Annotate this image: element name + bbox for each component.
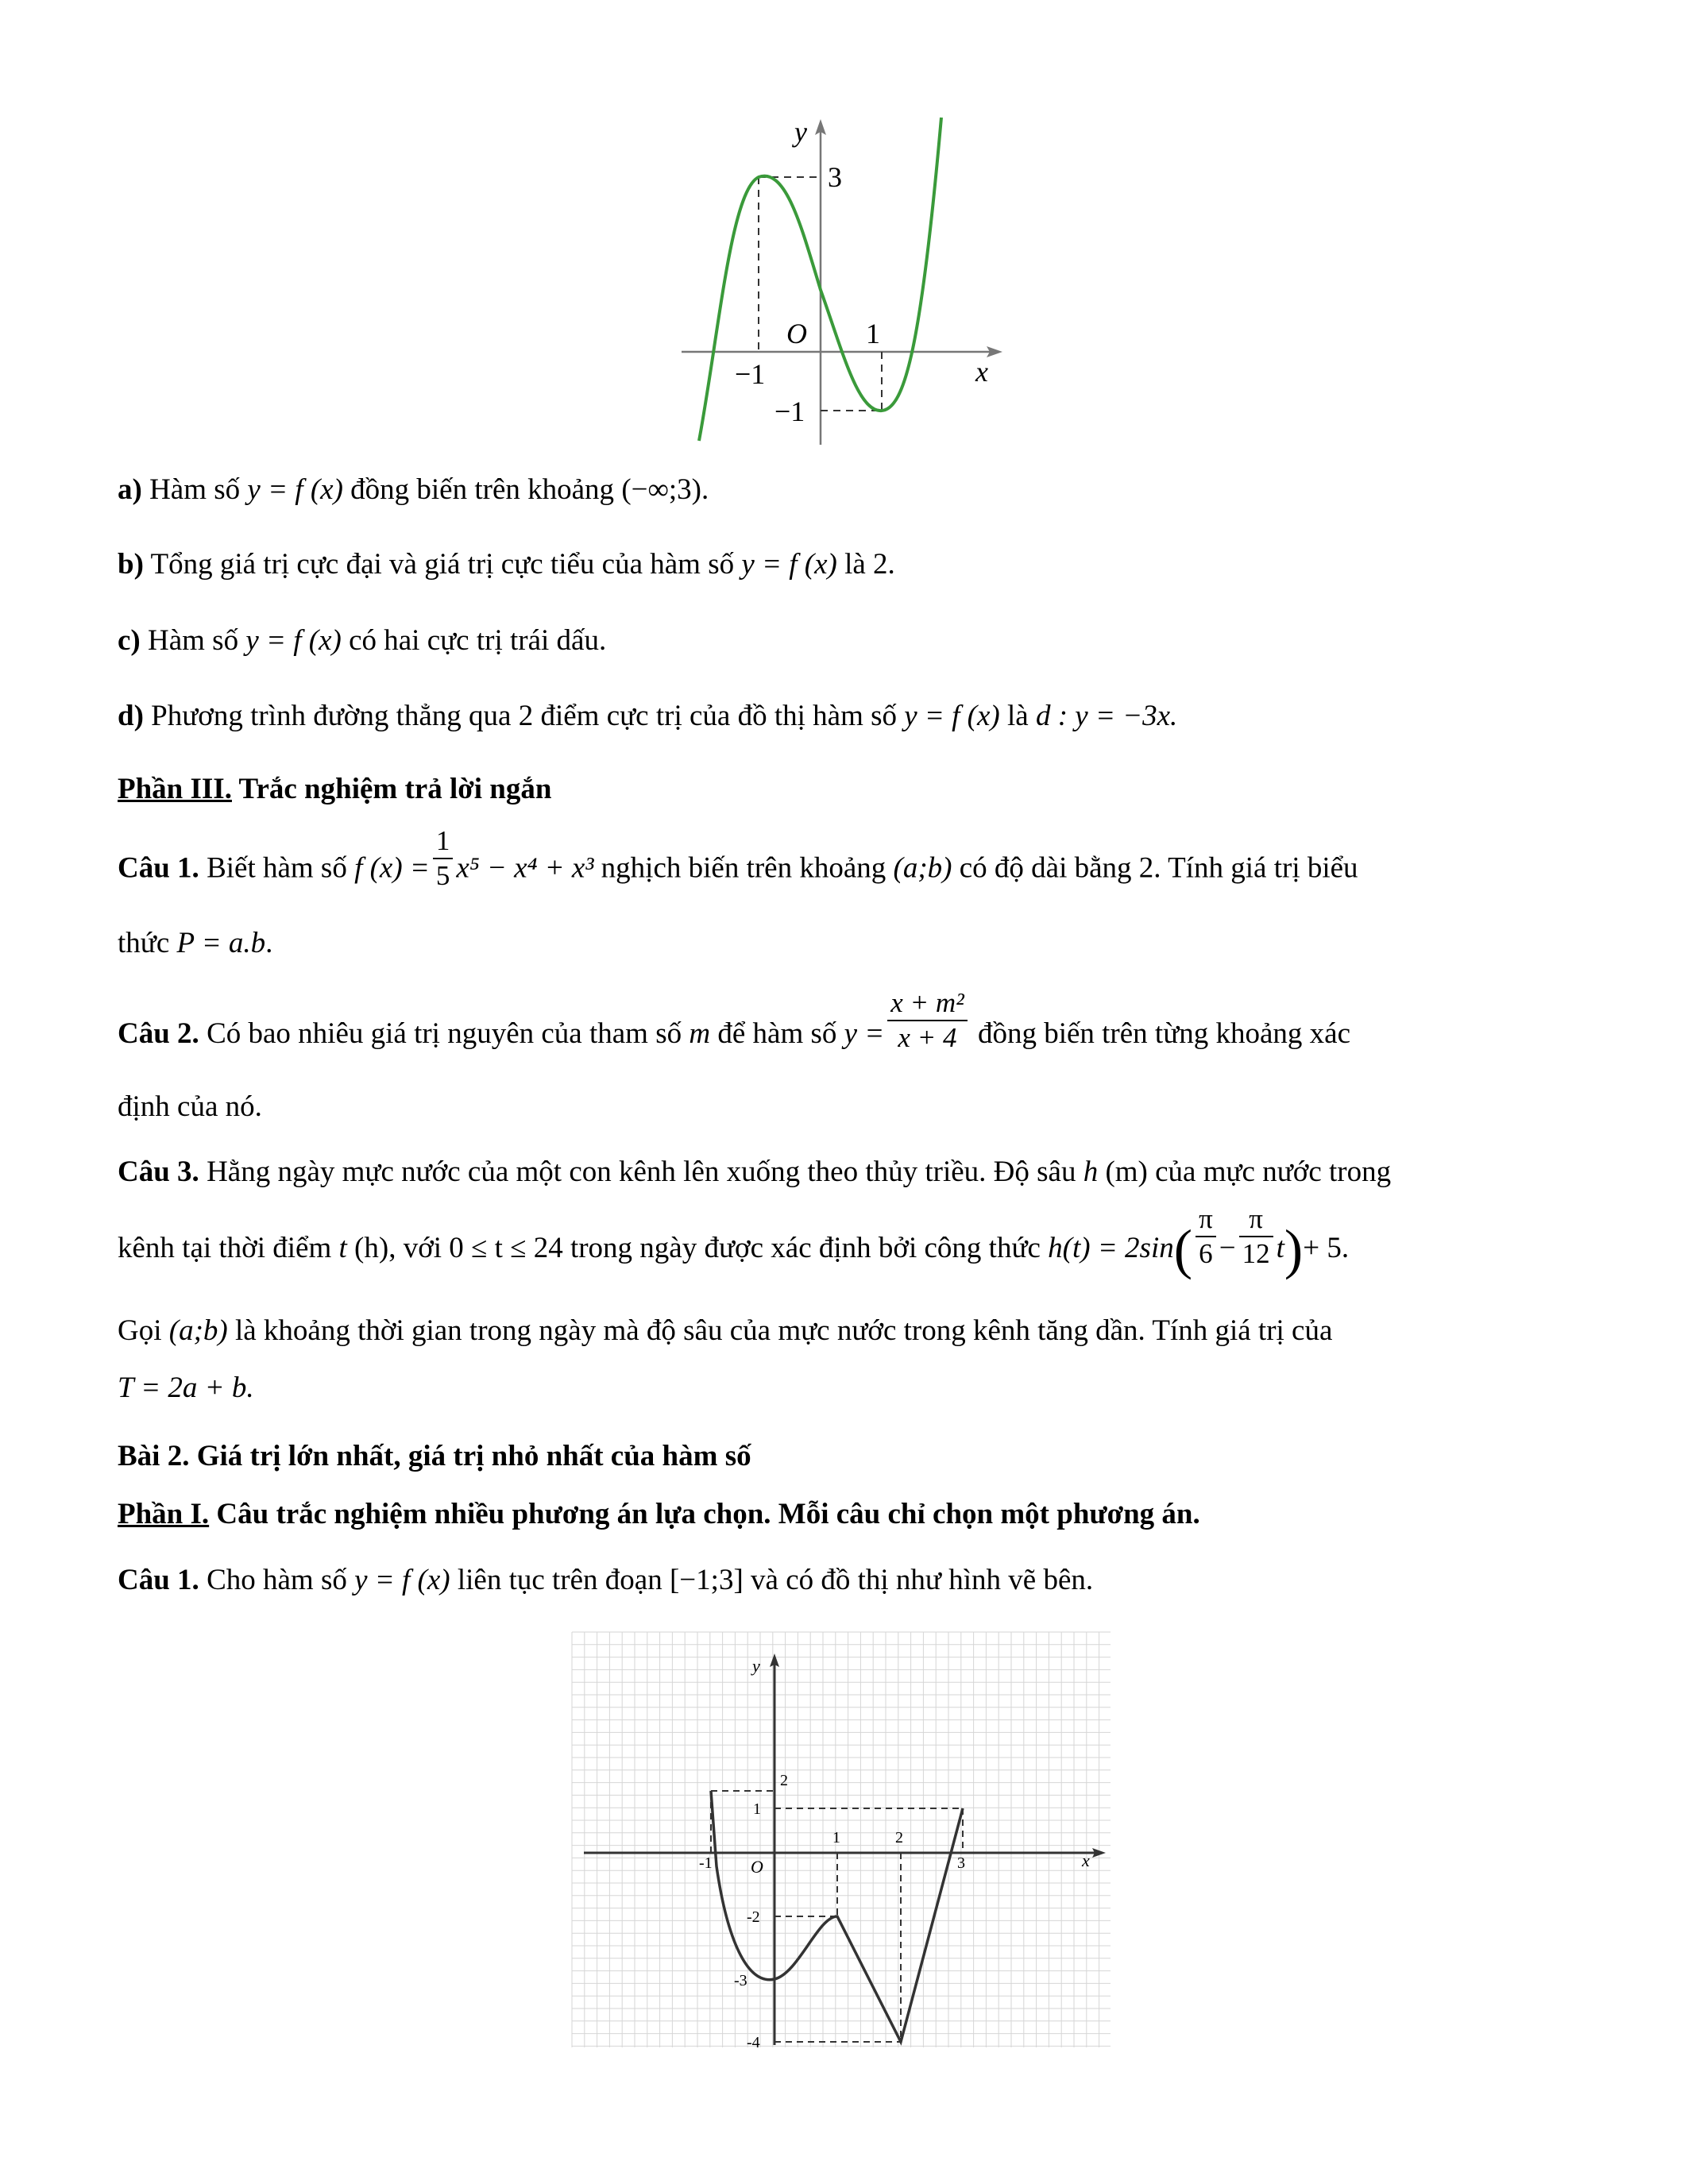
grid-lines (572, 1632, 1111, 2047)
tick-xm1: −1 (735, 358, 766, 390)
p3-q2-text1: Có bao nhiêu giá trị nguyên của tham số (199, 1017, 689, 1050)
item-a-text: Hàm số (141, 473, 248, 506)
p3-q1-line2-math: P = a.b (176, 927, 266, 959)
p3-q1-text2: nghịch biến trên khoảng (593, 851, 894, 885)
p3-q3-formula3: + 5. (1303, 1232, 1350, 1264)
p3-q3-h: h (1083, 1156, 1099, 1188)
p3-q2-m: m (689, 1017, 711, 1050)
p3-q2-label: Câu 2. (118, 1017, 199, 1050)
item-b-text: Tổng giá trị cực đại và giá trị cực tiểu của hàm số (143, 548, 742, 581)
p3-q3-line4 (118, 1369, 1569, 1407)
item-d-math2: d : y = −3x. (1035, 700, 1178, 732)
p3-q2-line1 (118, 986, 1569, 1055)
p3-q3-l3-text1: Gọi (118, 1314, 169, 1347)
item-d-math: y = f (x) (904, 700, 1000, 732)
item-a-math2: (−∞;3). (621, 473, 709, 506)
p3-q1-text1: Biết hàm số (199, 851, 355, 885)
p3-q1-ab: (a;b) (893, 851, 952, 885)
s2-q1-text3: và có đồ thị như hình vẽ bên. (743, 1564, 1094, 1596)
p3-q2-frac (887, 986, 967, 1055)
p3-q3-l2-text2: (h), với (346, 1232, 450, 1264)
p3-q1-poly: x⁵ − x⁴ + x³ (456, 851, 594, 885)
tick-ym3: -3 (734, 1972, 747, 1989)
p3-q3-formula1: h(t) = 2sin (1048, 1232, 1174, 1264)
p3-q2-y: y = (844, 1017, 885, 1050)
section2-part1 (118, 1495, 1569, 1534)
item-b-label: b) (118, 548, 144, 581)
p3-q3-frac1-den: 6 (1199, 1237, 1213, 1269)
item-c-text: Hàm số (140, 624, 246, 657)
tick-y3: 3 (828, 161, 842, 193)
x-label: x (975, 356, 988, 388)
guide-min (821, 352, 882, 411)
p3-q2-frac-den: x + 4 (898, 1021, 957, 1053)
section2-part1-text: Câu trắc nghiệm nhiều phương án lựa chọn. Mỗi câu chỉ chọn một phương án. (209, 1498, 1200, 1530)
s2-q1-text2: liên tục trên đoạn (450, 1564, 670, 1596)
p3-q3-frac1 (1196, 1202, 1216, 1271)
item-b (118, 546, 1569, 584)
p3-q3-l3-text2: là khoảng thời gian trong ngày mà độ sâu của mực nước trong kênh tăng dần. Tính giá trị của (227, 1314, 1333, 1347)
item-d-label: d) (118, 700, 144, 732)
p3-q1-line1 (118, 825, 1569, 893)
item-c-text2: có hai cực trị trái dấu. (341, 624, 607, 657)
p3-q3-l2-text3: trong ngày được xác định bởi công thức (562, 1232, 1049, 1264)
p3-q2-text2: để hàm số (710, 1017, 844, 1050)
p3-q3-label: Câu 3. (118, 1156, 199, 1188)
tick-xm1: -1 (699, 1854, 713, 1872)
p3-q1-frac-den: 5 (435, 860, 450, 891)
p3-q2-text3: đồng biến trên từng khoảng xác (970, 1017, 1351, 1050)
p3-q1-line2-text: thức (118, 927, 177, 959)
y-label: y (752, 1656, 760, 1676)
x-label: x (1082, 1850, 1090, 1870)
item-a-text2: đồng biến trên khoảng (342, 473, 622, 506)
p3-q2-line2-text: định của nó. (118, 1090, 262, 1123)
part3-heading (118, 770, 1569, 808)
tick-y1: 1 (753, 1800, 761, 1818)
p3-q1-text3: có độ dài bằng (952, 851, 1139, 885)
p3-q1-label: Câu 1. (118, 851, 199, 885)
tick-y2: 2 (780, 1772, 788, 1789)
p3-q1-text4: . Tính giá trị biểu (1153, 851, 1358, 885)
p3-q3-frac2-den: 12 (1242, 1237, 1270, 1269)
section2-title: Bài 2. Giá trị lớn nhất, giá trị nhỏ nhất của hàm số (118, 1440, 751, 1472)
y-label: y (794, 116, 807, 148)
p3-q3-line1 (118, 1153, 1569, 1191)
s2-q1-math: y = f (x) (354, 1564, 450, 1596)
item-c-label: c) (118, 624, 141, 657)
p3-q3-l4: T = 2a + b. (118, 1372, 254, 1404)
tick-ym1: −1 (774, 396, 805, 427)
p3-q1-two: 2 (1138, 851, 1154, 885)
item-b-text2: là 2. (836, 548, 895, 581)
p3-q1-line2: thức P = a.b. (118, 927, 273, 959)
p3-q2-line2 (118, 1088, 1569, 1126)
p3-q3-line3 (118, 1312, 1569, 1350)
section2-part1-label: Phần I. (118, 1498, 210, 1530)
item-d-text: Phương trình đường thẳng qua 2 điểm cực trị của đồ thị hàm số (143, 700, 905, 732)
tick-ym2: -2 (747, 1908, 760, 1926)
tick-x3: 3 (957, 1854, 965, 1872)
item-b-math: y = f (x) (741, 548, 837, 581)
item-d-text2: là (999, 700, 1036, 732)
tick-x2: 2 (895, 1829, 903, 1846)
item-a-label: a) (118, 473, 142, 506)
p3-q1-frac-num: 1 (433, 824, 454, 859)
p3-q3-text1: Hằng ngày mực nước của một con kênh lên xuống theo thủy triều. Độ sâu (199, 1156, 1083, 1188)
p3-q3-l2-text1: kênh tại thời điểm (118, 1232, 339, 1264)
item-a (118, 471, 1569, 509)
s2-q1 (118, 1561, 1569, 1599)
s2-q1-label: Câu 1. (118, 1564, 199, 1596)
origin-label: O (786, 318, 807, 349)
item-d (118, 697, 1569, 735)
p3-q2-frac-num: x + m² (887, 986, 967, 1021)
tick-x1: 1 (866, 318, 880, 349)
p3-q3-frac1-num: π (1196, 1202, 1216, 1237)
part3-heading-label: Phần III. (118, 773, 232, 805)
p3-q3-ab: (a;b) (168, 1314, 228, 1347)
tick-x1: 1 (832, 1829, 840, 1846)
p3-q3-line2: kênh tại thời điểm t (h), với 0 ≤ t ≤ 24 trong ngày được xác định bởi công thức h(t) = 2sin( $\frac{\pi}{6}$ − $\frac{\pi}{12}$ t)+ 5. (118, 1202, 1350, 1281)
s2-q1-text1: Cho hàm số (199, 1564, 355, 1596)
p3-q3-formula-t: t (1276, 1232, 1284, 1264)
p3-q3-text2: (m) của mực nước trong (1098, 1156, 1392, 1188)
cubic-graph (667, 111, 1033, 453)
item-a-math: y = f (x) (247, 473, 343, 506)
origin-label: O (751, 1857, 763, 1877)
item-c-math: y = f (x) (245, 624, 342, 657)
p3-q1-fx: f (x) = (354, 851, 430, 885)
p3-q1-frac (433, 824, 454, 893)
item-c (118, 622, 1569, 660)
tick-ym4: -4 (747, 2034, 760, 2049)
p3-q3-frac2 (1239, 1202, 1273, 1271)
p3-q3-range: 0 ≤ t ≤ 24 (449, 1232, 563, 1264)
p3-q3-frac2-num: π (1239, 1202, 1273, 1237)
s2-q1-interval: [−1;3] (669, 1564, 744, 1596)
part3-heading-text: Trắc nghiệm trả lời ngắn (231, 773, 552, 805)
p3-q3-t: t (338, 1232, 347, 1264)
grid-graph (566, 1620, 1114, 2049)
